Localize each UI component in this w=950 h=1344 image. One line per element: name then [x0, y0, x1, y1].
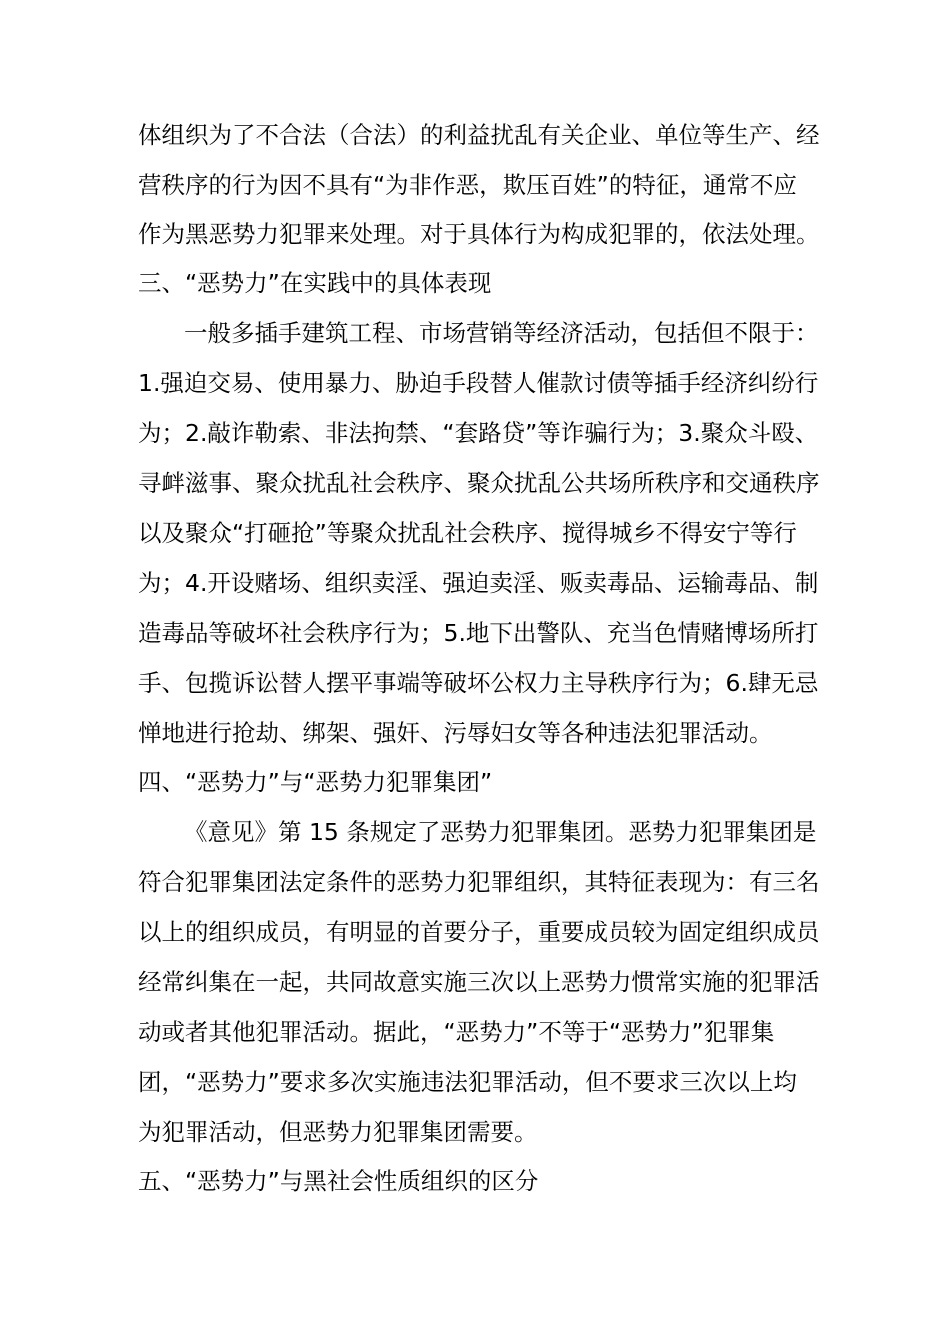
body-text-line: 动或者其他犯罪活动。据此，“恶势力”不等于“恶势力”犯罪集: [138, 1018, 775, 1046]
body-text-line: 营秩序的行为因不具有“为非作恶，欺压百姓”的特征，通常不应: [138, 171, 797, 199]
body-text-line: 一般多插手建筑工程、市场营销等经济活动，包括但不限于：: [184, 319, 819, 347]
body-text-line: 以及聚众“打砸抢”等聚众扰乱社会秩序、搅得城乡不得安宁等行: [138, 519, 797, 547]
section-heading-3: 三、“恶势力”在实践中的具体表现: [138, 269, 492, 297]
section-heading-5: 五、“恶势力”与黑社会性质组织的区分: [138, 1167, 539, 1195]
body-text-line: 作为黑恶势力犯罪来处理。对于具体行为构成犯罪的，依法处理。: [138, 220, 820, 248]
body-text-line: 符合犯罪集团法定条件的恶势力犯罪组织，其特征表现为：有三名: [138, 868, 820, 896]
body-text-line: 为；2.敲诈勒索、非法拘禁、“套路贷”等诈骗行为；3.聚众斗殴、: [138, 419, 819, 447]
body-text-line: 寻衅滋事、聚众扰乱社会秩序、聚众扰乱公共场所秩序和交通秩序: [138, 469, 820, 497]
body-text-line: 惮地进行抢劫、绑架、强奸、污辱妇女等各种违法犯罪活动。: [138, 719, 773, 747]
body-text-line: 团，“恶势力”要求多次实施违法犯罪活动，但不要求三次以上均: [138, 1068, 797, 1096]
body-text-line: 经常纠集在一起，共同故意实施三次以上恶势力惯常实施的犯罪活: [138, 968, 820, 996]
body-text-line: 以上的组织成员，有明显的首要分子，重要成员较为固定组织成员: [138, 918, 820, 946]
body-text-line: 造毒品等破坏社会秩序行为；5.地下出警队、充当色情赌博场所打: [138, 619, 819, 647]
body-text-line: 体组织为了不合法（合法）的利益扰乱有关企业、单位等生产、经: [138, 121, 820, 149]
body-text-line: 手、包揽诉讼替人摆平事端等破坏公权力主导秩序行为；6.肆无忌: [138, 669, 819, 697]
body-text-line: 为；4.开设赌场、组织卖淫、强迫卖淫、贩卖毒品、运输毒品、制: [138, 569, 819, 597]
body-text-line: 《意见》第 15 条规定了恶势力犯罪集团。恶势力犯罪集团是: [184, 818, 817, 846]
body-text-line: 为犯罪活动，但恶势力犯罪集团需要。: [138, 1118, 538, 1146]
section-heading-4: 四、“恶势力”与“恶势力犯罪集团”: [138, 768, 493, 796]
body-text-line: 1.强迫交易、使用暴力、胁迫手段替人催款讨债等插手经济纠纷行: [138, 369, 819, 397]
